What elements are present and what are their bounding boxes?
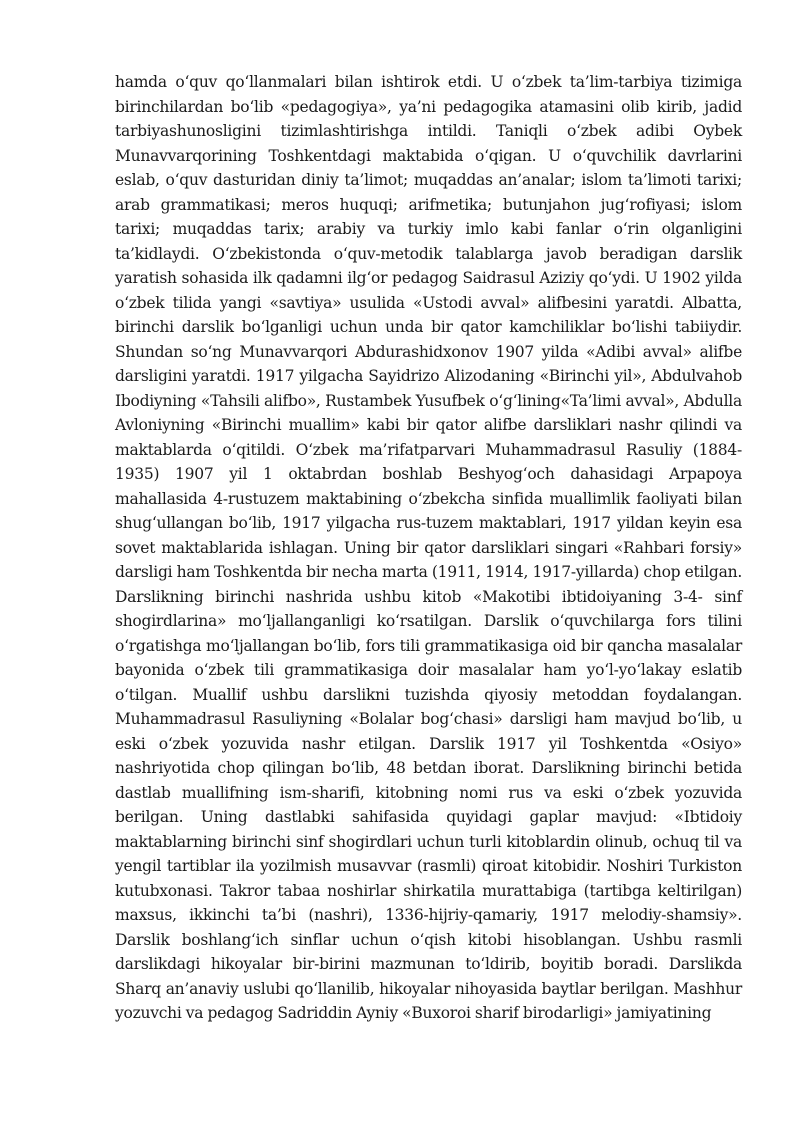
document-page xyxy=(115,70,742,1026)
body-paragraph: hamda o‘quv qo‘llanmalari bilan ishtirok etdi. U o‘zbek ta’lim-tarbiya tizimiga birinchilardan bo‘lib «pedagogiya», ya’ni pedagogika atamasini olib kirib, jadid tarbiyashunosligini tizimlashtirishga intildi. Taniqli o‘zbek adibi Oybek Munavvarqorining Toshkentdagi maktabida o‘qigan. U o‘quvchilik davrlarini eslab, o‘quv dasturidan diniy ta’limot; muqaddas an’analar; islom ta’limoti tarixi; arab grammatikasi; meros huquqi; arifmetika; butunjahon jug‘rofiyasi; islom tarixi; muqaddas tarix; arabiy va turkiy imlo kabi fanlar o‘rin olganligini ta’kidlaydi. O‘zbekistonda o‘quv-metodik talablarga javob beradigan darslik yaratish sohasida ilk qadamni ilg‘or pedagog Saidrasul Aziziy qo‘ydi. U 1902 yilda o‘zbek tilida yangi «savtiya» usulida «Ustodi avval» alifbesini yaratdi. Albatta, birinchi darslik bo‘lganligi uchun unda bir qator kamchiliklar bo‘lishi tabiiydir. Shundan so‘ng Munavvarqori Abdurashidxonov 1907 yilda «Adibi avval» alifbe darsligini yaratdi. 1917 yilgacha Sayidrizo Alizodaning «Birinchi yil», Abdulvahob Ibodiyning «Tahsili alifbo», Rustambek Yusufbek o‘g‘lining«Ta’limi avval», Abdulla Avloniyning «Birinchi muallim» kabi bir qator alifbe darsliklari nashr qilindi va maktablarda o‘qitildi. O‘zbek ma’rifatparvari Muhammadrasul Rasuliy (1884-1935) 1907 yil 1 oktabrdan boshlab Beshyog‘och dahasidagi Arpapoya mahallasida 4-rustuzem maktabining o‘zbekcha sinfida muallimlik faoliyati bilan shug‘ullangan bo‘lib, 1917 yilgacha rus-tuzem maktablari, 1917 yildan keyin esa sovet maktablarida ishlagan. Uning bir qator darsliklari singari «Rahbari forsiy» darsligi ham Toshkentda bir necha marta (1911, 1914, 1917-yillarda) chop etilgan. Darslikning birinchi nashrida ushbu kitob «Makotibi ibtidoiyaning 3-4- sinf shogirdlarina» mo‘ljallanganligi ko‘rsatilgan. Darslik o‘quvchilarga fors tilini o‘rgatishga mo‘ljallangan bo‘lib, fors tili grammatikasiga oid bir qancha masalalar bayonida o‘zbek tili grammatikasiga doir masalalar ham yo‘l-yo‘lakay eslatib o‘tilgan. Muallif ushbu darslikni tuzishda qiyosiy metoddan foydalangan. Muhammadrasul Rasuliyning «Bolalar bog‘chasi» darsligi ham mavjud bo‘lib, u eski o‘zbek yozuvida nashr etilgan. Darslik 1917 yil Toshkentda «Osiyo» nashriyotida chop qilingan bo‘lib, 48 betdan iborat. Darslikning birinchi betida dastlab muallifning ism-sharifi, kitobning nomi rus va eski o‘zbek yozuvida berilgan. Uning dastlabki sahifasida quyidagi gaplar mavjud: «Ibtidoiy maktablarning birinchi sinf shogirdlari uchun turli kitoblardin olinub, ochuq til va yengil tartiblar ila yozilmish musavvar (rasmli) qiroat kitobidir. Noshiri Turkiston kutubxonasi. Takror tabaa noshirlar shirkatila murattabiga (tartibga keltirilgan) maxsus, ikkinchi ta’bi (nashri), 1336-hijriy-qamariy, 1917 melodiy-shamsiy». Darslik boshlang‘ich sinflar uchun o‘qish kitobi hisoblangan. Ushbu rasmli darslikdagi hikoyalar bir-birini mazmunan to‘ldirib, boyitib boradi. Darslikda Sharq an’anaviy uslubi qo‘llanilib, hikoyalar nihoyasida baytlar berilgan. Mashhur yozuvchi va pedagog Sadriddin Ayniy «Buxoroi sharif birodarligi» jamiyatining xyxy=(115,73,742,1022)
